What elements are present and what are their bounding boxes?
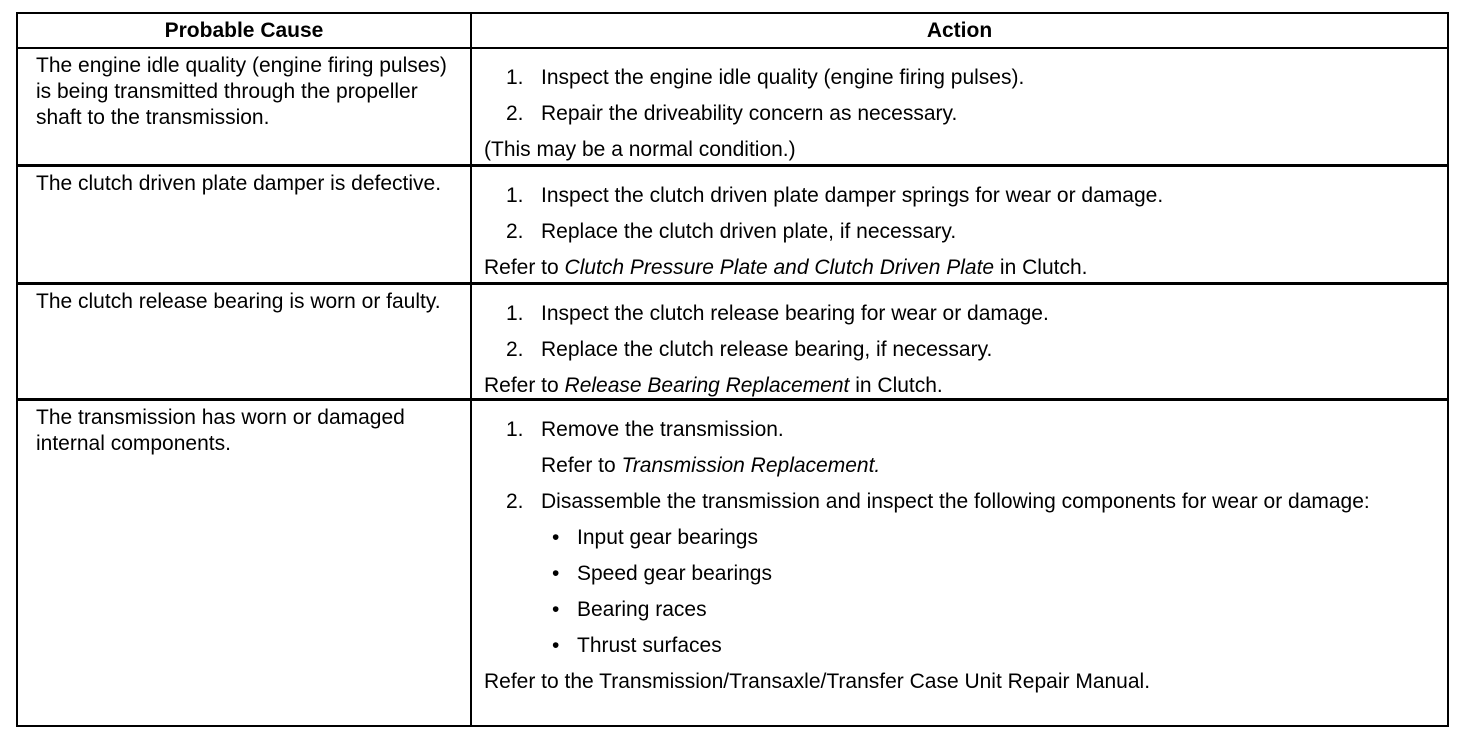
- action-step: [484, 101, 1437, 137]
- step-reference: [484, 453, 1437, 489]
- cause-cell: The transmission has worn or damaged internal components.: [18, 401, 472, 725]
- action-note: (This may be a normal condition.): [484, 138, 796, 161]
- action-cell: [472, 285, 1447, 401]
- action-step: [484, 219, 1437, 255]
- cause-cell: The clutch release bearing is worn or faulty.: [18, 285, 472, 401]
- action-step: [484, 337, 1437, 373]
- action-step: [484, 65, 1437, 101]
- action-step: [484, 301, 1437, 337]
- note-prefix: Refer to: [484, 256, 565, 279]
- header-action: Action: [472, 14, 1447, 49]
- step-text: Inspect the clutch release bearing for wear or damage.: [541, 302, 1049, 325]
- cause-cell: The clutch driven plate damper is defective.: [18, 167, 472, 285]
- step-text: Disassemble the transmission and inspect the following components for wear or damage:: [541, 490, 1370, 513]
- step-number: 2.: [506, 102, 524, 125]
- note-reference: Clutch Pressure Plate and Clutch Driven Plate: [564, 256, 995, 279]
- step-text: Remove the transmission.: [541, 418, 784, 441]
- action-note: Refer to the Transmission/Transaxle/Transfer Case Unit Repair Manual.: [484, 670, 1151, 693]
- step-number: 1.: [506, 66, 524, 89]
- step-number: 1.: [506, 418, 524, 441]
- action-step: [484, 183, 1437, 219]
- bullet-dot: •: [552, 598, 560, 621]
- header-probable-cause: Probable Cause: [18, 14, 472, 49]
- step-text: Replace the clutch driven plate, if necessary.: [541, 220, 957, 243]
- bullet-text: Speed gear bearings: [577, 562, 772, 585]
- action-step: [484, 489, 1437, 515]
- bullet-text: Thrust surfaces: [577, 634, 722, 657]
- component-bullet: [484, 597, 1437, 633]
- action-cell: [472, 401, 1447, 725]
- component-bullet: [484, 525, 1437, 561]
- step-text: Repair the driveability concern as necessary.: [541, 102, 958, 125]
- step-number: 1.: [506, 184, 524, 207]
- cause-cell: The engine idle quality (engine firing pulses) is being transmitted through the propeller shaft to the transmission.: [18, 49, 472, 167]
- step-number: 2.: [506, 220, 524, 243]
- reference-title: Transmission Replacement.: [621, 454, 881, 477]
- action-step: [484, 417, 1437, 453]
- step-text: Inspect the clutch driven plate damper springs for wear or damage.: [541, 184, 1164, 207]
- note-suffix: in Clutch.: [849, 374, 943, 397]
- bullet-dot: •: [552, 526, 560, 549]
- action-cell: [472, 49, 1447, 167]
- step-number: 2.: [506, 338, 524, 361]
- component-bullet: [484, 561, 1437, 597]
- action-cell: [472, 167, 1447, 285]
- step-text: Inspect the engine idle quality (engine firing pulses).: [541, 66, 1025, 89]
- bullet-text: Bearing races: [577, 598, 707, 621]
- step-number: 1.: [506, 302, 524, 325]
- step-number: 2.: [506, 490, 524, 513]
- note-reference: Release Bearing Replacement: [564, 374, 850, 397]
- action-note: [484, 255, 1437, 285]
- bullet-dot: •: [552, 634, 560, 657]
- note-suffix: in Clutch.: [994, 256, 1088, 279]
- bullet-text: Input gear bearings: [577, 526, 758, 549]
- diagnostic-table: [16, 12, 1449, 727]
- action-note: [484, 373, 1437, 401]
- note-prefix: Refer to: [484, 374, 565, 397]
- step-text: Replace the clutch release bearing, if necessary.: [541, 338, 993, 361]
- bullet-dot: •: [552, 562, 560, 585]
- component-bullet: [484, 633, 1437, 669]
- reference-prefix: Refer to: [541, 454, 622, 477]
